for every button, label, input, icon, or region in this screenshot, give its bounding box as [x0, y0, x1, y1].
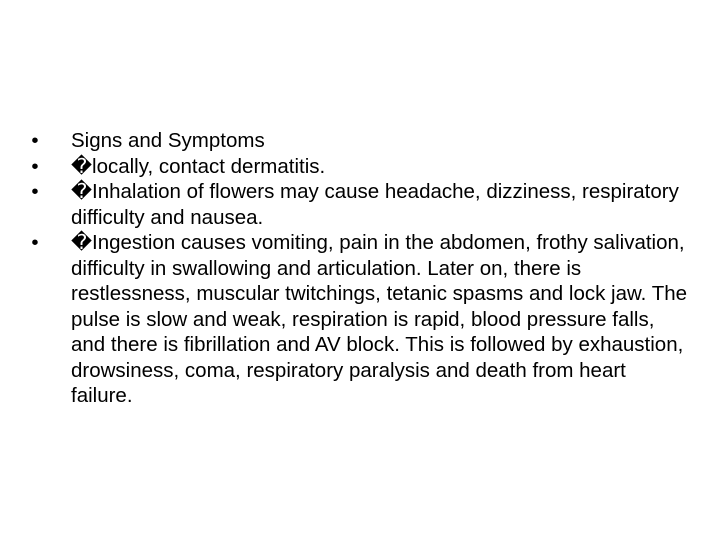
bullet-text: �locally, contact dermatitis.	[71, 154, 326, 178]
bullet-text: �Ingestion causes vomiting, pain in the abdomen, frothy salivation, difficulty in swallowing and articulation. Later on, there is restlessness, muscular twitchings, tetanic spasms and lock jaw. The pulse is slow and weak, respiration is rapid, blood pressure falls, and there is fibrillation and AV block. This is followed by exhaustion, drowsiness, coma, respiratory paralysis and death from heart failure.	[71, 231, 688, 407]
bullet-marker-icon: •	[31, 129, 39, 152]
bullet-item-locally	[28, 154, 688, 180]
bullet-text: Signs and Symptoms	[71, 129, 265, 152]
bullet-item-signs-and-symptoms	[28, 128, 688, 154]
bullet-marker-icon: •	[31, 231, 39, 254]
bullet-item-ingestion	[28, 230, 688, 409]
bullet-item-inhalation	[28, 179, 688, 230]
bullet-marker-icon: •	[31, 154, 39, 178]
bullet-marker-icon: •	[31, 180, 39, 203]
bullet-list	[28, 128, 688, 409]
bullet-text: �Inhalation of flowers may cause headache, dizziness, respiratory difficulty and nausea.	[71, 180, 679, 229]
